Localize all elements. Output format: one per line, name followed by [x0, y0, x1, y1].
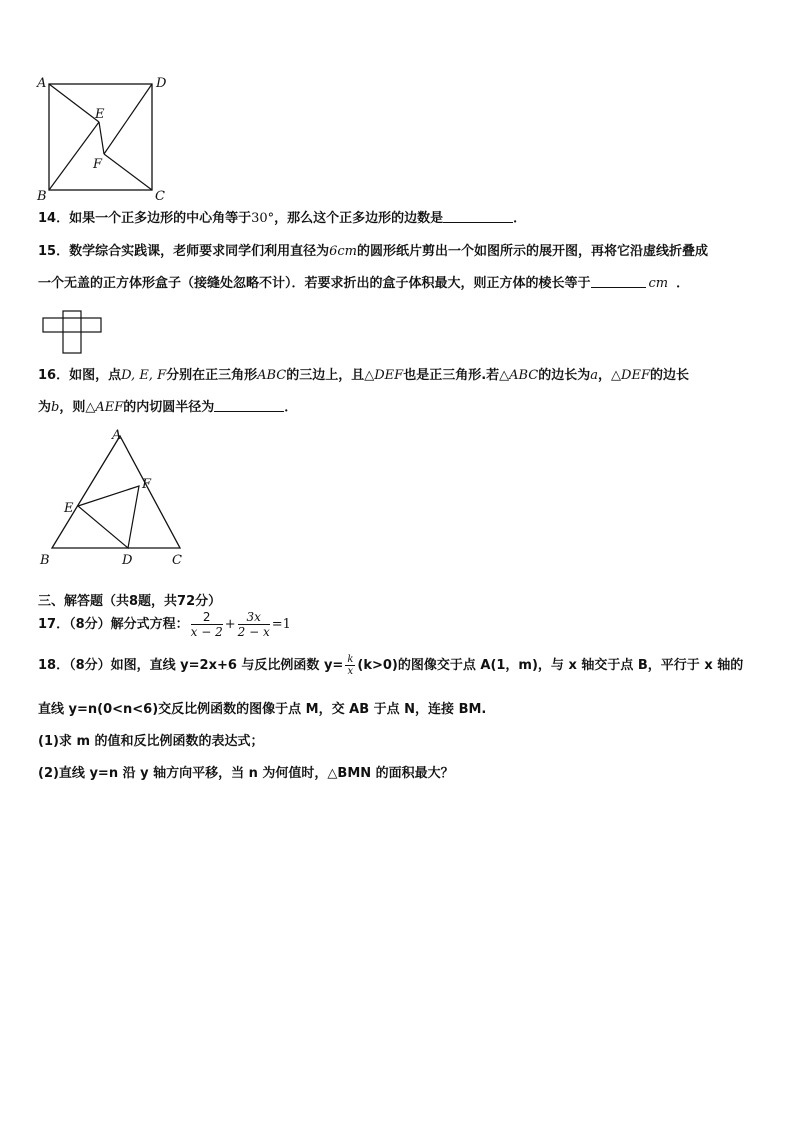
- q17-label: 17．（8分）解分式方程：: [38, 617, 189, 632]
- label-e: E: [64, 501, 74, 516]
- q14-angle: 30°: [251, 211, 275, 226]
- q18-text-b: (k>0)的图像交于点 A(1，m)，与 x 轴交于点 B，平行于 x 轴的: [357, 658, 744, 673]
- q16-text-f: ，△: [598, 368, 622, 383]
- question-16-line1: [38, 364, 689, 383]
- section-heading: 三、解答题（共8题，共72分）: [38, 594, 222, 609]
- plus-sign: +: [224, 617, 236, 632]
- answer-blank: [214, 399, 284, 412]
- answer-blank: [443, 210, 513, 223]
- q16-b: b: [51, 400, 60, 415]
- cube-net-figure: [42, 310, 104, 356]
- q16-text-j: 的内切圆半径为: [123, 400, 215, 415]
- rhs: =1: [271, 617, 291, 632]
- label-d: D: [156, 76, 167, 91]
- fraction-k-x: [345, 654, 355, 677]
- label-e: E: [95, 107, 105, 122]
- q14-text-b: ，那么这个正多边形的边数是: [274, 211, 444, 226]
- question-18-line2: 直线 y=n(0<n<6)交反比例函数的图像于点 M，交 AB 于点 N，连接 BM.: [38, 702, 487, 717]
- question-15-line2: [38, 272, 689, 291]
- square-figure: [34, 72, 174, 204]
- q16-text-b: 分别在正三角形: [166, 368, 258, 383]
- q16-abc: ABC: [257, 368, 287, 383]
- q15-diameter: 6cm: [329, 244, 357, 259]
- question-18-sub1: (1)求 m 的值和反比例函数的表达式；: [38, 734, 264, 749]
- q16-points: D, E, F: [121, 368, 167, 383]
- question-16-line2: [38, 396, 297, 415]
- q18-text: 18．（8分）如图，直线 y=2x+6 与反比例函数 y=: [38, 658, 344, 673]
- q16-def2: DEF: [621, 368, 650, 383]
- q16-text-e: 的边长为: [538, 368, 591, 383]
- label-b: B: [40, 553, 50, 568]
- label-a: A: [112, 428, 122, 443]
- fraction-2: [238, 610, 270, 639]
- question-15-line1: [38, 240, 708, 259]
- label-c: C: [155, 189, 165, 204]
- fraction-k-num: k: [347, 654, 354, 665]
- question-18-sub2: (2)直线 y=n 沿 y 轴方向平移，当 n 为何值时，△BMN 的面积最大？: [38, 766, 454, 781]
- fraction-2-den: 2 − x: [237, 625, 270, 639]
- fraction-1: [191, 610, 223, 639]
- q16-end: ．: [284, 400, 298, 415]
- question-17: [38, 610, 291, 639]
- q16-text-d: 也是正三角形.若△: [403, 368, 510, 383]
- q14-text: 14．如果一个正多边形的中心角等于: [38, 211, 252, 226]
- label-f: F: [142, 477, 152, 492]
- q15-text: 15．数学综合实践课，老师要求同学们利用直径为: [38, 244, 330, 259]
- answer-blank: [591, 275, 646, 288]
- q15-text-b: 的圆形纸片剪出一个如图所示的展开图，再将它沿虚线折叠成: [356, 244, 708, 259]
- q15-text-c: 一个无盖的正方体形盒子（接缝处忽略不计）．若要求折出的盒子体积最大，则正方体的棱长等于: [38, 276, 591, 291]
- q16-aef: AEF: [95, 400, 124, 415]
- question-18-line1: [38, 654, 743, 677]
- question-14: [38, 207, 526, 226]
- q16-text-h: 为: [38, 400, 52, 415]
- label-c: C: [172, 553, 182, 568]
- q16-text: 16．如图，点: [38, 368, 122, 383]
- q16-a: a: [590, 368, 599, 383]
- q16-abc2: ABC: [509, 368, 539, 383]
- fraction-2-num: 3x: [238, 610, 270, 625]
- q15-unit: cm: [648, 276, 669, 291]
- fraction-1-den: x − 2: [190, 625, 223, 639]
- label-a: A: [37, 76, 47, 91]
- fraction-1-num: 2: [191, 610, 223, 625]
- triangle-figure: [34, 426, 194, 572]
- label-d: D: [122, 553, 133, 568]
- q16-text-c: 的三边上，且△: [286, 368, 375, 383]
- q14-end: ．: [513, 211, 527, 226]
- q15-end: ．: [676, 276, 690, 291]
- q16-def: DEF: [374, 368, 404, 383]
- q16-text-g: 的边长: [649, 368, 689, 383]
- fraction-k-den: x: [347, 666, 354, 677]
- label-b: B: [37, 189, 47, 204]
- label-f: F: [93, 157, 103, 172]
- q16-text-i: ，则△: [59, 400, 96, 415]
